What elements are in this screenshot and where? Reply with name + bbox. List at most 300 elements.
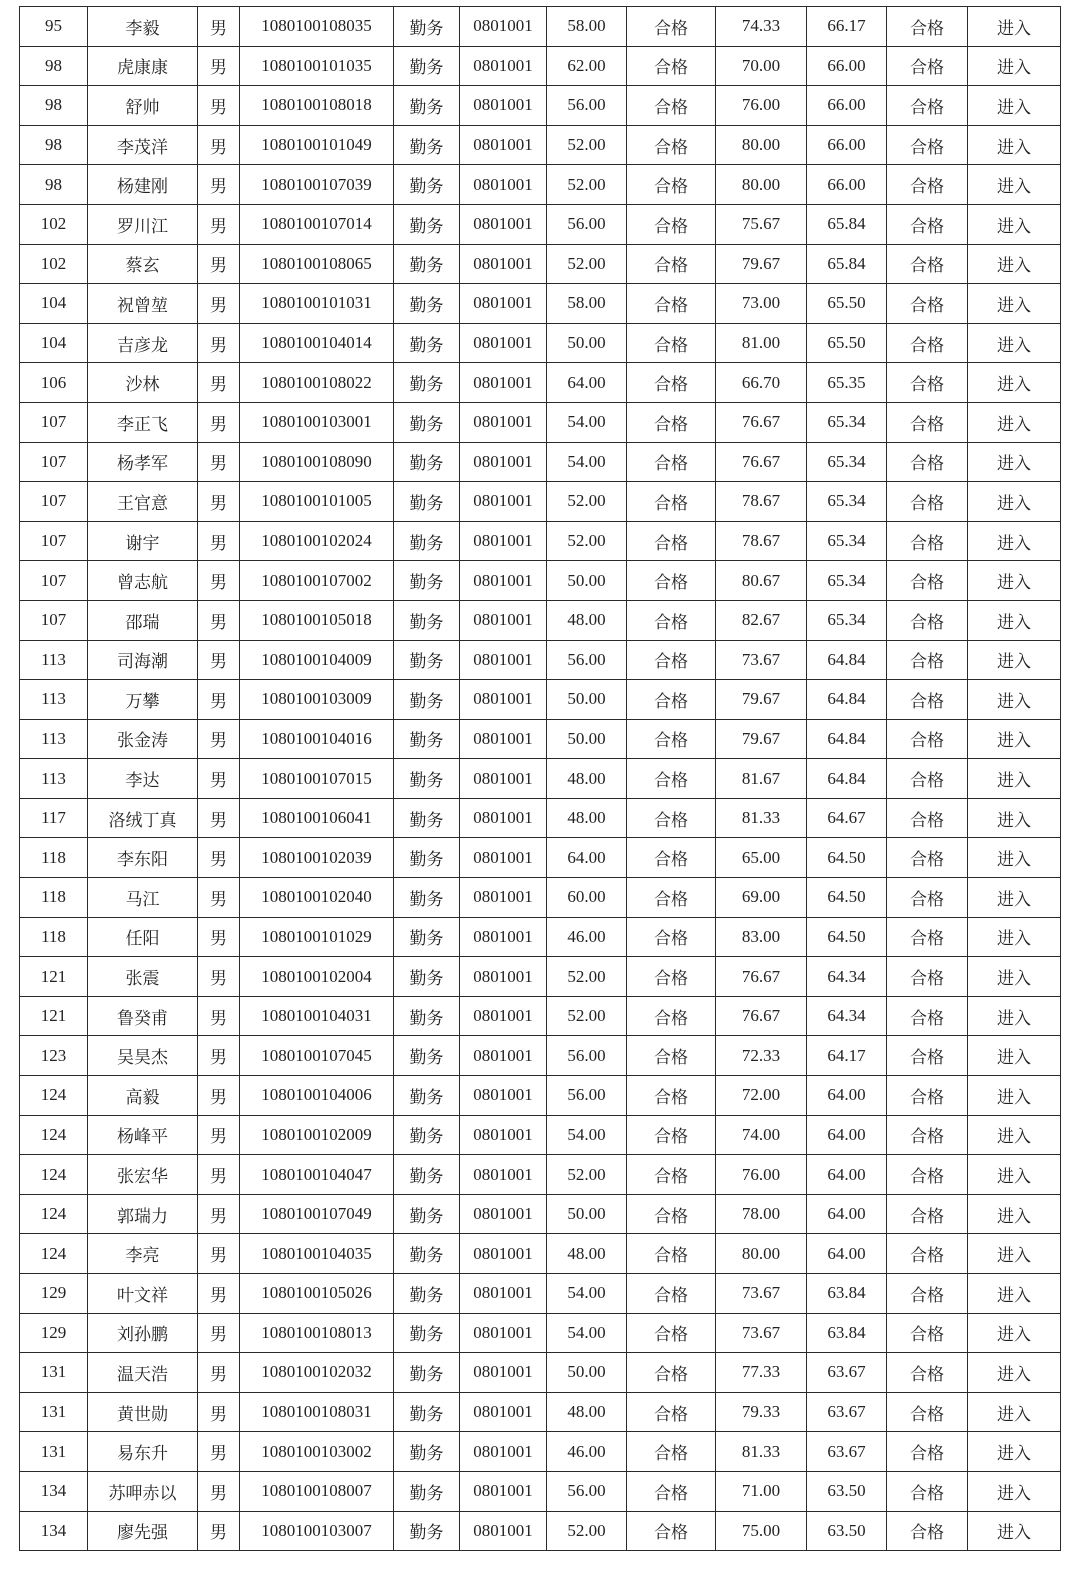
name-cell: 祝曾堃 xyxy=(88,284,198,324)
table-row xyxy=(20,600,1061,640)
status-cell: 进入 xyxy=(968,86,1061,126)
post-code-cell: 0801001 xyxy=(460,838,547,878)
post-code-cell: 0801001 xyxy=(460,1194,547,1234)
exam-id-cell: 1080100108022 xyxy=(240,363,394,403)
table-row xyxy=(20,917,1061,957)
written-score-cell: 48.00 xyxy=(547,759,627,799)
name-cell: 曾志航 xyxy=(88,561,198,601)
rank-cell: 107 xyxy=(20,442,88,482)
total-score-cell: 65.50 xyxy=(807,323,887,363)
overall-result-cell: 合格 xyxy=(887,1313,968,1353)
interview-score-cell: 80.67 xyxy=(716,561,807,601)
written-result-cell: 合格 xyxy=(627,363,716,403)
name-cell: 洛绒丁真 xyxy=(88,798,198,838)
interview-score-cell: 81.67 xyxy=(716,759,807,799)
exam-id-cell: 1080100108007 xyxy=(240,1471,394,1511)
written-score-cell: 56.00 xyxy=(547,640,627,680)
status-cell: 进入 xyxy=(968,323,1061,363)
total-score-cell: 65.34 xyxy=(807,521,887,561)
post-cell: 勤务 xyxy=(394,204,460,244)
exam-id-cell: 1080100103001 xyxy=(240,402,394,442)
written-result-cell: 合格 xyxy=(627,561,716,601)
total-score-cell: 65.84 xyxy=(807,204,887,244)
overall-result-cell: 合格 xyxy=(887,363,968,403)
exam-id-cell: 1080100102004 xyxy=(240,957,394,997)
rank-cell: 98 xyxy=(20,46,88,86)
written-result-cell: 合格 xyxy=(627,125,716,165)
overall-result-cell: 合格 xyxy=(887,1471,968,1511)
name-cell: 吉彦龙 xyxy=(88,323,198,363)
written-result-cell: 合格 xyxy=(627,165,716,205)
interview-score-cell: 82.67 xyxy=(716,600,807,640)
post-cell: 勤务 xyxy=(394,402,460,442)
name-cell: 叶文祥 xyxy=(88,1274,198,1314)
interview-score-cell: 81.33 xyxy=(716,1432,807,1472)
table-row xyxy=(20,323,1061,363)
written-score-cell: 56.00 xyxy=(547,1471,627,1511)
interview-score-cell: 76.67 xyxy=(716,957,807,997)
written-result-cell: 合格 xyxy=(627,1392,716,1432)
overall-result-cell: 合格 xyxy=(887,600,968,640)
written-result-cell: 合格 xyxy=(627,1353,716,1393)
written-score-cell: 64.00 xyxy=(547,363,627,403)
written-score-cell: 50.00 xyxy=(547,323,627,363)
gender-cell: 男 xyxy=(198,125,240,165)
total-score-cell: 64.50 xyxy=(807,917,887,957)
interview-score-cell: 77.33 xyxy=(716,1353,807,1393)
post-cell: 勤务 xyxy=(394,284,460,324)
exam-id-cell: 1080100102040 xyxy=(240,878,394,918)
total-score-cell: 64.17 xyxy=(807,1036,887,1076)
written-score-cell: 54.00 xyxy=(547,1115,627,1155)
gender-cell: 男 xyxy=(198,284,240,324)
total-score-cell: 65.35 xyxy=(807,363,887,403)
written-score-cell: 60.00 xyxy=(547,878,627,918)
exam-id-cell: 1080100108090 xyxy=(240,442,394,482)
name-cell: 杨峰平 xyxy=(88,1115,198,1155)
post-code-cell: 0801001 xyxy=(460,521,547,561)
post-cell: 勤务 xyxy=(394,640,460,680)
table-row xyxy=(20,561,1061,601)
post-cell: 勤务 xyxy=(394,957,460,997)
table-row xyxy=(20,1076,1061,1116)
gender-cell: 男 xyxy=(198,1036,240,1076)
written-score-cell: 46.00 xyxy=(547,917,627,957)
status-cell: 进入 xyxy=(968,244,1061,284)
overall-result-cell: 合格 xyxy=(887,996,968,1036)
name-cell: 任阳 xyxy=(88,917,198,957)
interview-score-cell: 76.67 xyxy=(716,996,807,1036)
gender-cell: 男 xyxy=(198,996,240,1036)
total-score-cell: 65.34 xyxy=(807,561,887,601)
overall-result-cell: 合格 xyxy=(887,165,968,205)
total-score-cell: 64.84 xyxy=(807,719,887,759)
overall-result-cell: 合格 xyxy=(887,917,968,957)
status-cell: 进入 xyxy=(968,363,1061,403)
written-result-cell: 合格 xyxy=(627,957,716,997)
overall-result-cell: 合格 xyxy=(887,561,968,601)
table-row xyxy=(20,1234,1061,1274)
interview-score-cell: 80.00 xyxy=(716,1234,807,1274)
written-score-cell: 62.00 xyxy=(547,46,627,86)
interview-score-cell: 73.67 xyxy=(716,640,807,680)
overall-result-cell: 合格 xyxy=(887,323,968,363)
table-row xyxy=(20,1036,1061,1076)
written-result-cell: 合格 xyxy=(627,759,716,799)
status-cell: 进入 xyxy=(968,521,1061,561)
gender-cell: 男 xyxy=(198,1234,240,1274)
exam-id-cell: 1080100105026 xyxy=(240,1274,394,1314)
status-cell: 进入 xyxy=(968,482,1061,522)
post-code-cell: 0801001 xyxy=(460,1353,547,1393)
gender-cell: 男 xyxy=(198,86,240,126)
interview-score-cell: 75.00 xyxy=(716,1511,807,1551)
total-score-cell: 64.84 xyxy=(807,680,887,720)
rank-cell: 124 xyxy=(20,1234,88,1274)
exam-id-cell: 1080100101031 xyxy=(240,284,394,324)
status-cell: 进入 xyxy=(968,7,1061,47)
gender-cell: 男 xyxy=(198,442,240,482)
post-cell: 勤务 xyxy=(394,1155,460,1195)
interview-score-cell: 79.67 xyxy=(716,719,807,759)
name-cell: 吴昊杰 xyxy=(88,1036,198,1076)
written-score-cell: 52.00 xyxy=(547,1511,627,1551)
overall-result-cell: 合格 xyxy=(887,1392,968,1432)
post-code-cell: 0801001 xyxy=(460,996,547,1036)
post-cell: 勤务 xyxy=(394,1274,460,1314)
rank-cell: 123 xyxy=(20,1036,88,1076)
interview-score-cell: 78.00 xyxy=(716,1194,807,1234)
written-result-cell: 合格 xyxy=(627,798,716,838)
status-cell: 进入 xyxy=(968,1471,1061,1511)
interview-score-cell: 65.00 xyxy=(716,838,807,878)
table-row xyxy=(20,1392,1061,1432)
overall-result-cell: 合格 xyxy=(887,402,968,442)
interview-score-cell: 72.00 xyxy=(716,1076,807,1116)
status-cell: 进入 xyxy=(968,838,1061,878)
gender-cell: 男 xyxy=(198,165,240,205)
written-score-cell: 52.00 xyxy=(547,957,627,997)
gender-cell: 男 xyxy=(198,838,240,878)
rank-cell: 118 xyxy=(20,838,88,878)
exam-id-cell: 1080100104016 xyxy=(240,719,394,759)
written-score-cell: 54.00 xyxy=(547,402,627,442)
written-score-cell: 56.00 xyxy=(547,1036,627,1076)
name-cell: 杨孝军 xyxy=(88,442,198,482)
table-row xyxy=(20,7,1061,47)
exam-id-cell: 1080100101049 xyxy=(240,125,394,165)
total-score-cell: 63.67 xyxy=(807,1353,887,1393)
interview-score-cell: 72.33 xyxy=(716,1036,807,1076)
name-cell: 温天浩 xyxy=(88,1353,198,1393)
name-cell: 谢宇 xyxy=(88,521,198,561)
name-cell: 沙林 xyxy=(88,363,198,403)
table-row xyxy=(20,1155,1061,1195)
interview-score-cell: 76.67 xyxy=(716,442,807,482)
total-score-cell: 64.34 xyxy=(807,957,887,997)
table-row xyxy=(20,46,1061,86)
name-cell: 张震 xyxy=(88,957,198,997)
name-cell: 黄世勋 xyxy=(88,1392,198,1432)
table-row xyxy=(20,1353,1061,1393)
interview-score-cell: 78.67 xyxy=(716,521,807,561)
written-result-cell: 合格 xyxy=(627,1511,716,1551)
rank-cell: 124 xyxy=(20,1194,88,1234)
status-cell: 进入 xyxy=(968,1036,1061,1076)
total-score-cell: 64.00 xyxy=(807,1115,887,1155)
gender-cell: 男 xyxy=(198,680,240,720)
rank-cell: 102 xyxy=(20,244,88,284)
written-result-cell: 合格 xyxy=(627,878,716,918)
table-row xyxy=(20,640,1061,680)
table-row xyxy=(20,759,1061,799)
interview-score-cell: 80.00 xyxy=(716,125,807,165)
written-score-cell: 50.00 xyxy=(547,1194,627,1234)
post-code-cell: 0801001 xyxy=(460,1511,547,1551)
written-score-cell: 48.00 xyxy=(547,1234,627,1274)
interview-score-cell: 80.00 xyxy=(716,165,807,205)
gender-cell: 男 xyxy=(198,719,240,759)
status-cell: 进入 xyxy=(968,46,1061,86)
interview-score-cell: 76.00 xyxy=(716,1155,807,1195)
overall-result-cell: 合格 xyxy=(887,284,968,324)
post-cell: 勤务 xyxy=(394,680,460,720)
written-result-cell: 合格 xyxy=(627,719,716,759)
name-cell: 王官意 xyxy=(88,482,198,522)
rank-cell: 131 xyxy=(20,1432,88,1472)
overall-result-cell: 合格 xyxy=(887,838,968,878)
post-code-cell: 0801001 xyxy=(460,1155,547,1195)
written-score-cell: 56.00 xyxy=(547,1076,627,1116)
gender-cell: 男 xyxy=(198,521,240,561)
post-code-cell: 0801001 xyxy=(460,284,547,324)
overall-result-cell: 合格 xyxy=(887,125,968,165)
post-cell: 勤务 xyxy=(394,1471,460,1511)
name-cell: 马江 xyxy=(88,878,198,918)
post-code-cell: 0801001 xyxy=(460,640,547,680)
post-code-cell: 0801001 xyxy=(460,1313,547,1353)
status-cell: 进入 xyxy=(968,1313,1061,1353)
post-cell: 勤务 xyxy=(394,878,460,918)
rank-cell: 98 xyxy=(20,86,88,126)
post-cell: 勤务 xyxy=(394,1511,460,1551)
written-result-cell: 合格 xyxy=(627,244,716,284)
post-cell: 勤务 xyxy=(394,1392,460,1432)
post-cell: 勤务 xyxy=(394,917,460,957)
table-row xyxy=(20,1313,1061,1353)
name-cell: 高毅 xyxy=(88,1076,198,1116)
gender-cell: 男 xyxy=(198,1155,240,1195)
total-score-cell: 64.67 xyxy=(807,798,887,838)
overall-result-cell: 合格 xyxy=(887,46,968,86)
written-score-cell: 50.00 xyxy=(547,719,627,759)
status-cell: 进入 xyxy=(968,917,1061,957)
gender-cell: 男 xyxy=(198,1511,240,1551)
exam-id-cell: 1080100107002 xyxy=(240,561,394,601)
written-result-cell: 合格 xyxy=(627,1115,716,1155)
rank-cell: 113 xyxy=(20,759,88,799)
written-score-cell: 52.00 xyxy=(547,125,627,165)
written-score-cell: 48.00 xyxy=(547,600,627,640)
gender-cell: 男 xyxy=(198,1392,240,1432)
written-result-cell: 合格 xyxy=(627,46,716,86)
rank-cell: 129 xyxy=(20,1313,88,1353)
gender-cell: 男 xyxy=(198,402,240,442)
written-result-cell: 合格 xyxy=(627,680,716,720)
table-row xyxy=(20,957,1061,997)
written-result-cell: 合格 xyxy=(627,482,716,522)
post-code-cell: 0801001 xyxy=(460,1432,547,1472)
post-code-cell: 0801001 xyxy=(460,798,547,838)
rank-cell: 121 xyxy=(20,996,88,1036)
overall-result-cell: 合格 xyxy=(887,1432,968,1472)
interview-score-cell: 73.67 xyxy=(716,1274,807,1314)
post-cell: 勤务 xyxy=(394,1115,460,1155)
total-score-cell: 65.34 xyxy=(807,600,887,640)
table-row xyxy=(20,680,1061,720)
post-code-cell: 0801001 xyxy=(460,759,547,799)
rank-cell: 117 xyxy=(20,798,88,838)
exam-id-cell: 1080100108013 xyxy=(240,1313,394,1353)
written-result-cell: 合格 xyxy=(627,1432,716,1472)
rank-cell: 134 xyxy=(20,1511,88,1551)
status-cell: 进入 xyxy=(968,600,1061,640)
written-result-cell: 合格 xyxy=(627,86,716,126)
rank-cell: 106 xyxy=(20,363,88,403)
total-score-cell: 64.84 xyxy=(807,759,887,799)
exam-id-cell: 1080100108018 xyxy=(240,86,394,126)
overall-result-cell: 合格 xyxy=(887,1115,968,1155)
post-code-cell: 0801001 xyxy=(460,442,547,482)
rank-cell: 107 xyxy=(20,402,88,442)
total-score-cell: 63.84 xyxy=(807,1274,887,1314)
total-score-cell: 64.84 xyxy=(807,640,887,680)
name-cell: 苏呷赤以 xyxy=(88,1471,198,1511)
exam-id-cell: 1080100108035 xyxy=(240,7,394,47)
table-row xyxy=(20,402,1061,442)
status-cell: 进入 xyxy=(968,1115,1061,1155)
total-score-cell: 66.00 xyxy=(807,125,887,165)
overall-result-cell: 合格 xyxy=(887,244,968,284)
written-result-cell: 合格 xyxy=(627,402,716,442)
exam-id-cell: 1080100104031 xyxy=(240,996,394,1036)
written-score-cell: 52.00 xyxy=(547,244,627,284)
table-row xyxy=(20,442,1061,482)
gender-cell: 男 xyxy=(198,46,240,86)
total-score-cell: 64.50 xyxy=(807,838,887,878)
written-result-cell: 合格 xyxy=(627,640,716,680)
written-result-cell: 合格 xyxy=(627,1036,716,1076)
post-code-cell: 0801001 xyxy=(460,1076,547,1116)
status-cell: 进入 xyxy=(968,165,1061,205)
written-score-cell: 52.00 xyxy=(547,521,627,561)
name-cell: 罗川江 xyxy=(88,204,198,244)
table-row xyxy=(20,1432,1061,1472)
exam-id-cell: 1080100107049 xyxy=(240,1194,394,1234)
interview-score-cell: 78.67 xyxy=(716,482,807,522)
status-cell: 进入 xyxy=(968,996,1061,1036)
gender-cell: 男 xyxy=(198,957,240,997)
table-row xyxy=(20,798,1061,838)
total-score-cell: 65.84 xyxy=(807,244,887,284)
overall-result-cell: 合格 xyxy=(887,482,968,522)
written-result-cell: 合格 xyxy=(627,1313,716,1353)
exam-id-cell: 1080100107014 xyxy=(240,204,394,244)
name-cell: 刘孙鹏 xyxy=(88,1313,198,1353)
table-row xyxy=(20,1274,1061,1314)
interview-score-cell: 81.33 xyxy=(716,798,807,838)
status-cell: 进入 xyxy=(968,1274,1061,1314)
written-result-cell: 合格 xyxy=(627,838,716,878)
interview-score-cell: 79.67 xyxy=(716,680,807,720)
status-cell: 进入 xyxy=(968,957,1061,997)
table-row xyxy=(20,204,1061,244)
rank-cell: 131 xyxy=(20,1353,88,1393)
exam-id-cell: 1080100108031 xyxy=(240,1392,394,1432)
interview-score-cell: 81.00 xyxy=(716,323,807,363)
name-cell: 李茂洋 xyxy=(88,125,198,165)
post-code-cell: 0801001 xyxy=(460,244,547,284)
name-cell: 廖先强 xyxy=(88,1511,198,1551)
overall-result-cell: 合格 xyxy=(887,759,968,799)
rank-cell: 107 xyxy=(20,482,88,522)
total-score-cell: 63.67 xyxy=(807,1432,887,1472)
status-cell: 进入 xyxy=(968,1155,1061,1195)
written-score-cell: 52.00 xyxy=(547,165,627,205)
post-cell: 勤务 xyxy=(394,1234,460,1274)
rank-cell: 107 xyxy=(20,561,88,601)
total-score-cell: 63.67 xyxy=(807,1392,887,1432)
total-score-cell: 64.00 xyxy=(807,1234,887,1274)
written-result-cell: 合格 xyxy=(627,442,716,482)
written-result-cell: 合格 xyxy=(627,1471,716,1511)
exam-id-cell: 1080100104014 xyxy=(240,323,394,363)
interview-score-cell: 76.67 xyxy=(716,402,807,442)
post-code-cell: 0801001 xyxy=(460,125,547,165)
rank-cell: 113 xyxy=(20,680,88,720)
table-row xyxy=(20,86,1061,126)
table-row xyxy=(20,1194,1061,1234)
written-score-cell: 64.00 xyxy=(547,838,627,878)
overall-result-cell: 合格 xyxy=(887,680,968,720)
status-cell: 进入 xyxy=(968,1511,1061,1551)
name-cell: 虎康康 xyxy=(88,46,198,86)
written-result-cell: 合格 xyxy=(627,521,716,561)
post-cell: 勤务 xyxy=(394,561,460,601)
interview-score-cell: 74.33 xyxy=(716,7,807,47)
name-cell: 易东升 xyxy=(88,1432,198,1472)
status-cell: 进入 xyxy=(968,878,1061,918)
total-score-cell: 65.34 xyxy=(807,442,887,482)
post-code-cell: 0801001 xyxy=(460,1036,547,1076)
post-cell: 勤务 xyxy=(394,86,460,126)
gender-cell: 男 xyxy=(198,640,240,680)
interview-score-cell: 74.00 xyxy=(716,1115,807,1155)
table-row xyxy=(20,284,1061,324)
gender-cell: 男 xyxy=(198,244,240,284)
rank-cell: 118 xyxy=(20,878,88,918)
interview-score-cell: 79.33 xyxy=(716,1392,807,1432)
exam-id-cell: 1080100101029 xyxy=(240,917,394,957)
rank-cell: 124 xyxy=(20,1076,88,1116)
post-code-cell: 0801001 xyxy=(460,363,547,403)
overall-result-cell: 合格 xyxy=(887,1036,968,1076)
post-cell: 勤务 xyxy=(394,1353,460,1393)
overall-result-cell: 合格 xyxy=(887,798,968,838)
post-cell: 勤务 xyxy=(394,442,460,482)
gender-cell: 男 xyxy=(198,204,240,244)
rank-cell: 131 xyxy=(20,1392,88,1432)
